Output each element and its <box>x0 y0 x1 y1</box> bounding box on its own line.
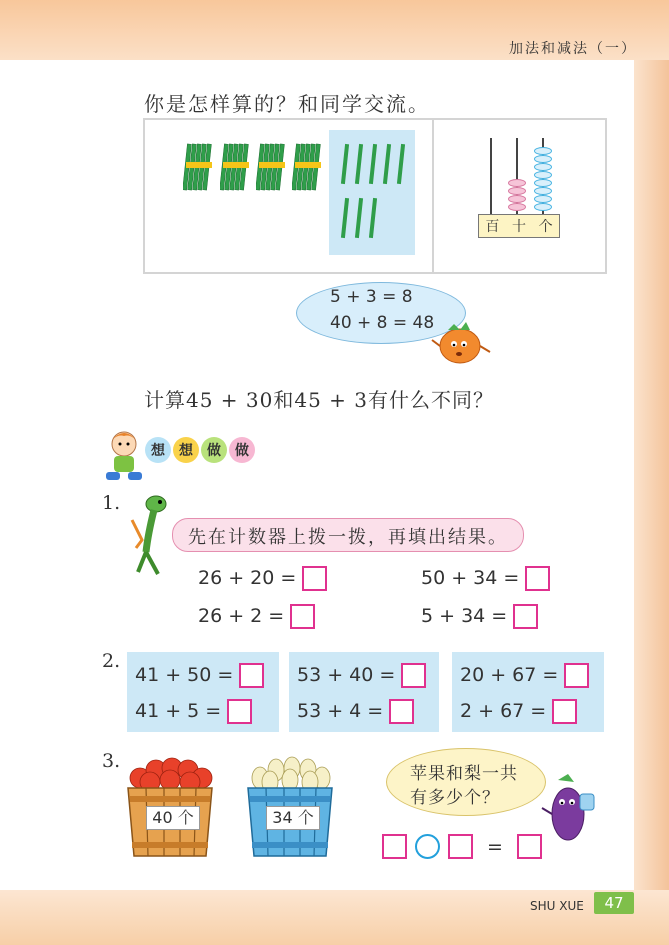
abacus-bead <box>508 203 526 211</box>
eggplant-character-icon <box>540 770 600 850</box>
section-badge <box>145 437 255 463</box>
equation-text: 53 + 4 = <box>297 700 384 722</box>
abacus-bead <box>534 195 552 203</box>
abacus-bead <box>508 195 526 203</box>
abacus-label-hundreds: 百 <box>485 219 500 235</box>
answer-box[interactable] <box>401 663 426 688</box>
equation-text: 20 + 67 = <box>460 664 559 686</box>
answer-box[interactable] <box>239 663 264 688</box>
compare-question: 计算45 + 30和45 + 3有什么不同？ <box>144 388 495 412</box>
figure-divider <box>432 120 434 272</box>
equation-group <box>452 652 604 732</box>
abacus-bead <box>534 147 552 155</box>
abacus-label-ones: 个 <box>538 219 553 235</box>
equation-item <box>460 663 589 688</box>
equation-item <box>198 566 327 591</box>
running-title: 加法和减法（一） <box>509 41 637 57</box>
answer-box[interactable] <box>564 663 589 688</box>
question-line-1: 苹果和梨一共 <box>410 764 518 784</box>
answer-box[interactable] <box>227 699 252 724</box>
single-sticks-panel <box>329 130 415 255</box>
page-number: 47 <box>594 892 634 914</box>
badge-char: 做 <box>229 437 255 463</box>
answer-box[interactable] <box>525 566 550 591</box>
question-line-2: 有多少个？ <box>410 788 500 808</box>
stick-bundle <box>183 142 213 190</box>
subject-label: SHU XUE <box>530 899 584 913</box>
equals-sign: = <box>487 835 503 858</box>
abacus-bead <box>534 171 552 179</box>
operator-circle[interactable] <box>415 834 440 859</box>
equation-text: 41 + 5 = <box>135 700 222 722</box>
intro-question: 你是怎样算的？和同学交流。 <box>144 92 430 116</box>
equation-item <box>297 699 414 724</box>
exercise-3-number: 3. <box>102 750 121 772</box>
right-margin-band <box>634 60 669 945</box>
equation-item <box>135 699 252 724</box>
equation-text: 53 + 40 = <box>297 664 396 686</box>
abacus-bead <box>534 203 552 211</box>
badge-char: 想 <box>173 437 199 463</box>
stick-bundle <box>220 142 250 190</box>
answer-box[interactable] <box>382 834 407 859</box>
single-sticks <box>329 130 415 255</box>
abacus-bead <box>534 179 552 187</box>
badge-char: 想 <box>145 437 171 463</box>
equation-text: 5 + 34 = <box>421 605 508 627</box>
equation-text: 2 + 67 = <box>460 700 547 722</box>
abacus-label-tens: 十 <box>511 219 526 235</box>
boy-character-icon <box>100 428 148 486</box>
abacus-bead <box>508 187 526 195</box>
stick-bundle <box>292 142 322 190</box>
equation-group <box>289 652 439 732</box>
equation-item <box>421 566 550 591</box>
answer-box[interactable] <box>513 604 538 629</box>
stick-bundle <box>256 142 286 190</box>
abacus-bead <box>534 155 552 163</box>
answer-box[interactable] <box>290 604 315 629</box>
equation-group <box>127 652 279 732</box>
equation-text: 26 + 20 = <box>198 567 297 589</box>
apple-count-label: 40 个 <box>146 806 200 830</box>
equation-item <box>297 663 426 688</box>
equation-text: 41 + 50 = <box>135 664 234 686</box>
exercise-2-number: 2. <box>102 650 121 672</box>
abacus-place-labels <box>478 214 560 238</box>
abacus-rod-hundreds <box>490 138 492 214</box>
speech-line-2: 40 + 8 = 48 <box>330 313 435 333</box>
abacus-bead <box>508 179 526 187</box>
tomato-character-icon <box>430 316 494 370</box>
answer-box[interactable] <box>552 699 577 724</box>
grasshopper-character-icon <box>124 490 174 578</box>
equation-item <box>135 663 264 688</box>
equation-item <box>421 604 538 629</box>
abacus-bead <box>534 163 552 171</box>
answer-row <box>382 834 542 859</box>
instruction-text: 先在计数器上拨一拨，再填出结果。 <box>188 527 508 548</box>
abacus-bead <box>534 187 552 195</box>
badge-char: 做 <box>201 437 227 463</box>
counting-figure <box>143 118 607 274</box>
answer-box[interactable] <box>302 566 327 591</box>
equation-text: 26 + 2 = <box>198 605 285 627</box>
answer-box[interactable] <box>517 834 542 859</box>
equation-text: 50 + 34 = <box>421 567 520 589</box>
speech-line-1: 5 + 3 = 8 <box>330 287 413 307</box>
equation-item <box>198 604 315 629</box>
exercise-1-number: 1. <box>102 492 121 514</box>
answer-box[interactable] <box>389 699 414 724</box>
pear-count-label: 34 个 <box>266 806 320 830</box>
equation-item <box>460 699 577 724</box>
answer-box[interactable] <box>448 834 473 859</box>
